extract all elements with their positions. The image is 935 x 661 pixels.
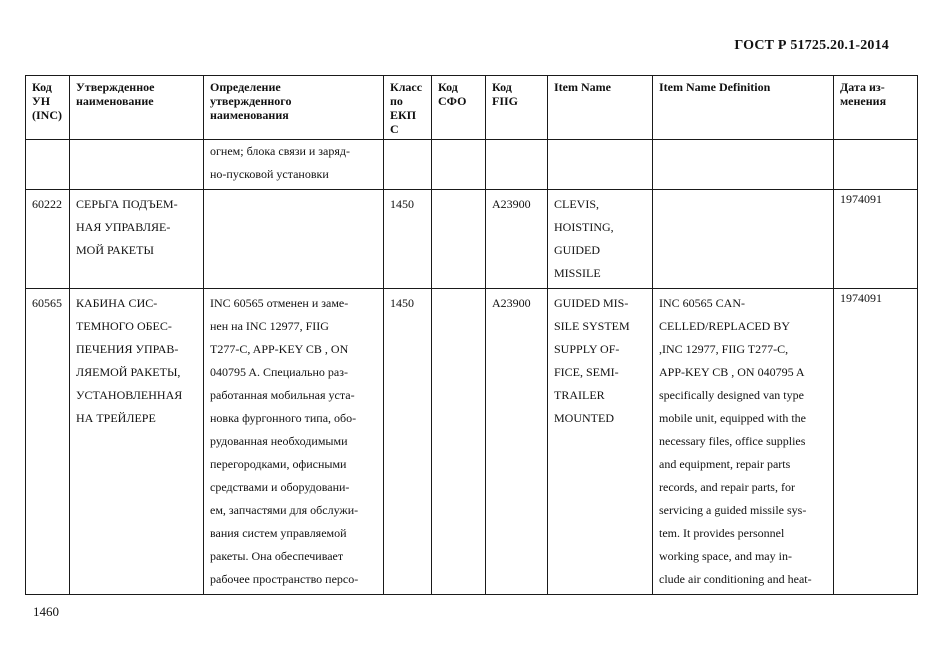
cell-text-line: ПЕЧЕНИЯ УПРАВ- bbox=[76, 342, 179, 356]
cell-text-line: 1450 bbox=[390, 197, 414, 211]
cell-text-line: A23900 bbox=[492, 296, 531, 310]
cell-text-line: APP-KEY CB , ON 040795 A bbox=[659, 365, 805, 379]
cell-text-line: ТЕМНОГО ОБЕС- bbox=[76, 319, 172, 333]
cell-text-line: перегородками, офисными bbox=[210, 457, 347, 471]
cell-text-line: работанная мобильная уста- bbox=[210, 388, 355, 402]
cell-text-line: ем, запчастями для обслужи- bbox=[210, 503, 359, 517]
cell-text-line: новка фургонного типа, обо- bbox=[210, 411, 357, 425]
cell-col-item-definition bbox=[653, 140, 834, 190]
header-line: FIIG bbox=[492, 94, 519, 108]
cell-col-item-name bbox=[548, 140, 653, 190]
cell-text-line: ,INC 12977, FIIG T277-C, bbox=[659, 342, 789, 356]
cell-text-line: КАБИНА СИС- bbox=[76, 296, 158, 310]
cell-col-inc-code bbox=[26, 289, 70, 595]
header-col-change-date bbox=[834, 76, 918, 140]
cell-col-inc-code bbox=[26, 140, 70, 190]
document-id: ГОСТ Р 51725.20.1-2014 bbox=[734, 38, 889, 53]
cell-col-item-definition bbox=[653, 289, 834, 595]
cell-text-line: T277-C, APP-KEY CB , ON bbox=[210, 342, 349, 356]
page-number: 1460 bbox=[33, 604, 59, 619]
cell-text-line: FICE, SEMI- bbox=[554, 365, 619, 379]
cell-col-inc-code bbox=[26, 190, 70, 289]
cell-text-line: tem. It provides personnel bbox=[659, 526, 785, 540]
cell-text-line: INC 60565 CAN- bbox=[659, 296, 745, 310]
cell-text-line: средствами и оборудовани- bbox=[210, 480, 350, 494]
cell-col-change-date bbox=[834, 140, 918, 190]
cell-text-line: servicing a guided missile sys- bbox=[659, 503, 807, 517]
cell-text-line: ракеты. Она обеспечивает bbox=[210, 549, 344, 563]
cell-text-line: specifically designed van type bbox=[659, 388, 804, 402]
header-line: утвержденного bbox=[210, 94, 292, 108]
header-line: Код bbox=[438, 80, 458, 94]
header-line: СФО bbox=[438, 94, 467, 108]
cell-text-line: MISSILE bbox=[554, 266, 601, 280]
header-line: Item Name Definition bbox=[659, 80, 771, 94]
table-body bbox=[26, 140, 918, 595]
catalog-table bbox=[25, 75, 918, 595]
cell-col-class bbox=[384, 190, 432, 289]
cell-col-item-definition bbox=[653, 190, 834, 289]
header-col-definition bbox=[204, 76, 384, 140]
header-line: УН bbox=[32, 94, 51, 108]
header-line: Код bbox=[32, 80, 52, 94]
cell-col-definition bbox=[204, 289, 384, 595]
header-col-item-name bbox=[548, 76, 653, 140]
cell-text-line: НА ТРЕЙЛЕРЕ bbox=[76, 411, 156, 425]
cell-text-line: TRAILER bbox=[554, 388, 605, 402]
header-col-item-definition bbox=[653, 76, 834, 140]
cell-text-line: working space, and may in- bbox=[659, 549, 792, 563]
cell-col-change-date bbox=[834, 289, 918, 595]
cell-text-line: СЕРЬГА ПОДЪЕМ- bbox=[76, 197, 178, 211]
cell-text-line: HOISTING, bbox=[554, 220, 614, 234]
cell-text-line: 60222 bbox=[32, 197, 62, 211]
table-row bbox=[26, 289, 918, 595]
cell-text-line: SUPPLY OF- bbox=[554, 342, 620, 356]
cell-col-approved-name bbox=[70, 289, 204, 595]
header-line: ЕКП bbox=[390, 108, 417, 122]
header-line: наименование bbox=[76, 94, 154, 108]
header-line: по bbox=[390, 94, 403, 108]
cell-text-line: CLEVIS, bbox=[554, 197, 599, 211]
cell-text-line: GUIDED MIS- bbox=[554, 296, 629, 310]
cell-text-line: вания систем управляемой bbox=[210, 526, 347, 540]
header-line: Класс bbox=[390, 80, 423, 94]
cell-col-change-date bbox=[834, 190, 918, 289]
cell-text-line: 1974091 bbox=[840, 291, 882, 305]
cell-text-line: 60565 bbox=[32, 296, 62, 310]
cell-col-definition bbox=[204, 190, 384, 289]
header-line: Определение bbox=[210, 80, 281, 94]
cell-col-fiig bbox=[486, 140, 548, 190]
cell-col-fiig bbox=[486, 289, 548, 595]
cell-text-line: рудованная необходимыми bbox=[210, 434, 348, 448]
cell-col-item-name bbox=[548, 190, 653, 289]
cell-col-approved-name bbox=[70, 190, 204, 289]
header-line: Код bbox=[492, 80, 512, 94]
header-col-class bbox=[384, 76, 432, 140]
cell-col-fiig bbox=[486, 190, 548, 289]
header-line: (INC) bbox=[32, 108, 62, 122]
cell-text-line: GUIDED bbox=[554, 243, 600, 257]
cell-text-line: 1974091 bbox=[840, 192, 882, 206]
header-col-approved-name bbox=[70, 76, 204, 140]
header-line: С bbox=[390, 122, 399, 136]
cell-col-sfo bbox=[432, 289, 486, 595]
cell-text-line: MOUNTED bbox=[554, 411, 614, 425]
cell-col-definition bbox=[204, 140, 384, 190]
cell-text-line: МОЙ РАКЕТЫ bbox=[76, 243, 154, 257]
table-row bbox=[26, 190, 918, 289]
header-line: Item Name bbox=[554, 80, 611, 94]
cell-text-line: CELLED/REPLACED BY bbox=[659, 319, 790, 333]
cell-text-line: necessary files, office supplies bbox=[659, 434, 806, 448]
cell-text-line: но-пусковой установки bbox=[210, 167, 329, 181]
header-col-sfo bbox=[432, 76, 486, 140]
cell-text-line: mobile unit, equipped with the bbox=[659, 411, 806, 425]
cell-text-line: 040795 A. Специально раз- bbox=[210, 365, 348, 379]
header-line: наименования bbox=[210, 108, 289, 122]
table-header-row bbox=[26, 76, 918, 140]
cell-text-line: INC 60565 отменен и заме- bbox=[210, 296, 349, 310]
header-col-fiig bbox=[486, 76, 548, 140]
cell-text-line: ЛЯЕМОЙ РАКЕТЫ, bbox=[76, 365, 181, 379]
header-col-inc-code bbox=[26, 76, 70, 140]
cell-text-line: рабочее пространство персо- bbox=[210, 572, 359, 586]
cell-text-line: огнем; блока связи и заряд- bbox=[210, 144, 350, 158]
cell-text-line: нен на INC 12977, FIIG bbox=[210, 319, 329, 333]
cell-text-line: clude air conditioning and heat- bbox=[659, 572, 812, 586]
cell-text-line: A23900 bbox=[492, 197, 531, 211]
cell-text-line: and equipment, repair parts bbox=[659, 457, 791, 471]
cell-col-item-name bbox=[548, 289, 653, 595]
header-line: Дата из- bbox=[840, 80, 885, 94]
cell-col-sfo bbox=[432, 190, 486, 289]
cell-text-line: SILE SYSTEM bbox=[554, 319, 630, 333]
cell-col-sfo bbox=[432, 140, 486, 190]
cell-col-approved-name bbox=[70, 140, 204, 190]
header-line: менения bbox=[840, 94, 887, 108]
table-row bbox=[26, 140, 918, 190]
cell-col-class bbox=[384, 289, 432, 595]
header-line: Утвержденное bbox=[76, 80, 155, 94]
cell-col-class bbox=[384, 140, 432, 190]
cell-text-line: records, and repair parts, for bbox=[659, 480, 795, 494]
cell-text-line: НАЯ УПРАВЛЯЕ- bbox=[76, 220, 171, 234]
cell-text-line: УСТАНОВЛЕННАЯ bbox=[76, 388, 183, 402]
cell-text-line: 1450 bbox=[390, 296, 414, 310]
